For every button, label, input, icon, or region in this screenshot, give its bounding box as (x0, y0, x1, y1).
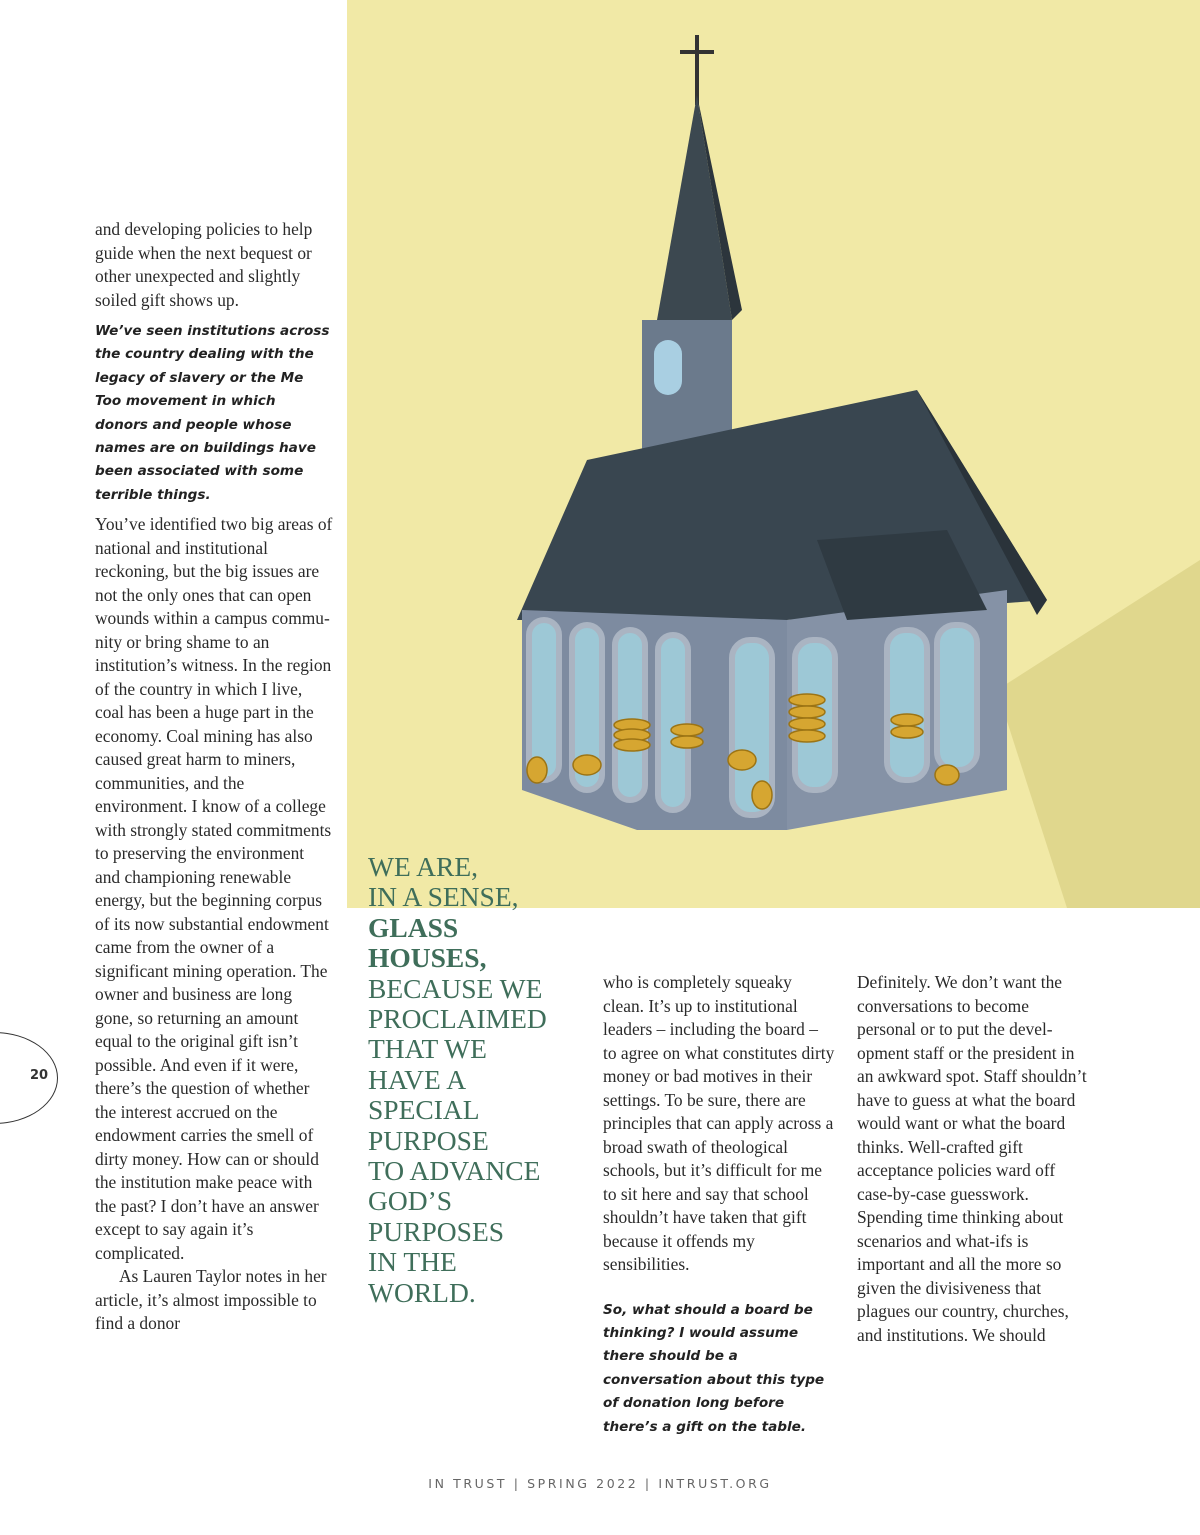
pull-quote-line: PROCLAIMED (368, 1003, 547, 1035)
pull-quote-line: WORLD. (368, 1276, 476, 1308)
pull-quote-line-bold: GLASS (368, 911, 459, 943)
pull-quote-line: IN A SENSE, (368, 881, 519, 913)
pull-quote-line: SPECIAL (368, 1094, 480, 1126)
body-paragraph: who is completely squeaky clean. It’s up to institutional leaders – including the board – to agree on what constitutes dirty money or bad motives in their settings. To be sure, there are principles that can apply across a broad swath of theological schools, but it’s difficult for me to sit here and say that school shouldn’t have taken that gift because it offends my sensibilities. (603, 972, 835, 1274)
page-number: 20 (30, 1068, 49, 1083)
body-paragraph: You’ve identified two big areas of national and institutional reckoning, but the big issues are not the only ones that can open wounds within a campus community or bring shame to an institution’s witness. In the region of the country in which I live, coal has been a huge part in the economy. Coal mining has also caused great harm to miners, communities, and the environment. I know of a college with strongly stated commitments to preserving the environment and championing renewable energy, but the beginning corpus of its now substantial endowment came from the owner of a significant mining operation. The owner and business are long gone, so returning an amount equal to the original gift isn’t possible. And even if it were, there’s the question of whether the interest accrued on the endowment carries the smell of dirty money. How can or should the institution make peace with the past? I don’t have an answer except to say again it’s complicated. (95, 514, 333, 1263)
column-1 (95, 218, 333, 1336)
body-paragraph: and developing policies to help guide when the next bequest or other unexpected and slightly soiled gift shows up. (95, 219, 313, 310)
body-paragraph: Definitely. We don’t want the conversations to become personal or to put the development staff or the president in an awkward spot. Staff shouldn’t have to guess at what the board would want or what the board thinks. Well-crafted gift acceptance policies ward off case-by-case guesswork. Spending time thinking about scenarios and what-ifs is important and all the more so given the divisiveness that plagues our country, churches, and institutions. We should (857, 972, 1087, 1345)
pull-quote-line: IN THE (368, 1246, 457, 1278)
pull-quote-line: BECAUSE WE (368, 972, 543, 1004)
church-illustration (347, 0, 1200, 908)
interview-question: We’ve seen institutions across the country dealing with the legacy of slavery or the Me Too movement in which donors and people whose names are on buildings have been associated with some terrible things. (95, 323, 330, 503)
page-number-circle (0, 1032, 58, 1124)
column-2 (603, 971, 835, 1445)
pull-quote-line: WE ARE, (368, 851, 478, 882)
pull-quote-line-bold: HOUSES, (368, 942, 487, 974)
pull-quote-line: TO ADVANCE (368, 1155, 541, 1187)
church-with-coins-image (347, 0, 1200, 908)
page-footer: IN TRUST | SPRING 2022 | INTRUST.ORG (428, 1476, 772, 1491)
column-3 (857, 971, 1089, 1347)
pull-quote-line: PURPOSE (368, 1124, 489, 1156)
pull-quote (368, 852, 568, 1308)
pull-quote-line: HAVE A (368, 1063, 467, 1095)
interview-question: So, what should a board be thinking? I would assume there should be a conversation about this type of donation long before there’s a gift on the table. (603, 1301, 825, 1435)
body-paragraph: As Lauren Taylor notes in her article, it’s almost impossible to find a donor (95, 1266, 327, 1334)
pull-quote-line: THAT WE (368, 1033, 487, 1065)
pull-quote-line: GOD’S (368, 1185, 453, 1217)
pull-quote-line: PURPOSES (368, 1215, 505, 1247)
